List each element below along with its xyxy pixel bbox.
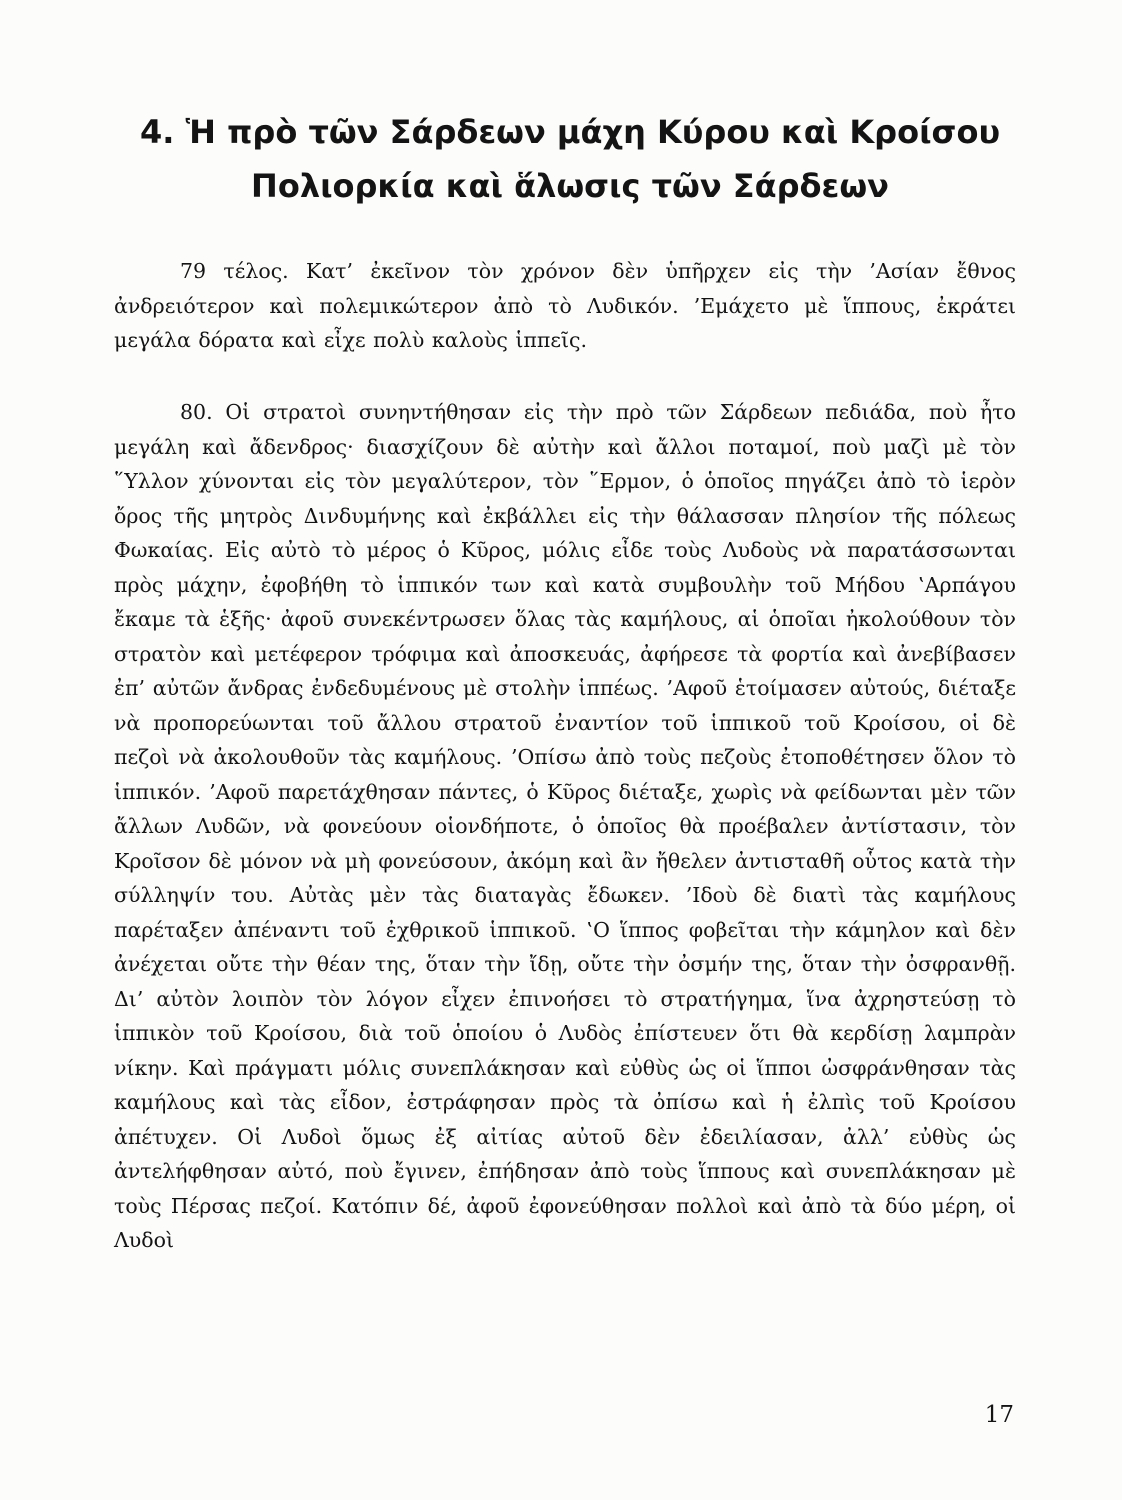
paragraph-79 <box>114 254 1016 358</box>
chapter-title: 4. Ἡ πρὸ τῶν Σάρδεων μάχη Κύρου καὶ Κροίσου <box>139 113 1001 151</box>
paragraph-80 <box>114 395 1016 1258</box>
page-number: 17 <box>984 1402 1014 1428</box>
chapter-subtitle: Πολιορκία καὶ ἅλωσις τῶν Σάρδεων <box>251 167 889 205</box>
paragraph-79-text: 79 τέλος. Κατ’ ἐκεῖνον τὸν χρόνον δὲν ὑπῆρχεν εἰς τὴν ’Ασίαν ἔθνος ἀνδρειότερον καὶ πολεμικώτερον ἀπὸ τὸ Λυδικόν. ’Εμάχετο μὲ ἵππους, ἐκράτει μεγάλα δόρατα καὶ εἶχε πολὺ καλοὺς ἱππεῖς. <box>114 259 1016 352</box>
paragraph-80-text: 80. Οἱ στρατοὶ συνηντήθησαν εἰς τὴν πρὸ τῶν Σάρδεων πεδιάδα, ποὺ ἦτο μεγάλη καὶ ἄδενδρος· διασχίζουν δὲ αὐτὴν καὶ ἄλλοι ποταμοί, ποὺ μαζὶ μὲ τὸν ῞Υλλον χύνονται εἰς τὸν μεγαλύτερον, τὸν ῞Ερμον, ὁ ὁποῖος πηγάζει ἀπὸ τὸ ἱερὸν ὄρος τῆς μητρὸς Δινδυμήνης καὶ ἐκβάλλει εἰς τὴν θάλασσαν πλησίον τῆς πόλεως Φωκαίας. Εἰς αὐτὸ τὸ μέρος ὁ Κῦρος, μόλις εἶδε τοὺς Λυδοὺς νὰ παρατάσσωνται πρὸς μάχην, ἐφοβήθη τὸ ἱππικόν των καὶ κατὰ συμβουλὴν τοῦ Μήδου ‛Αρπάγου ἔκαμε τὰ ἑξῆς· ἀφοῦ συνεκέντρωσεν ὅλας τὰς καμήλους, αἱ ὁποῖαι ἠκολούθουν τὸν στρατὸν καὶ μετέφερον τρόφιμα καὶ ἀποσκευάς, ἀφήρεσε τὰ φορτία καὶ ἀνεβίβασεν ἐπ’ αὐτῶν ἄνδρας ἐνδεδυμένους μὲ στολὴν ἱππέως. ’Αφοῦ ἑτοίμασεν αὐτούς, διέταξε νὰ προπορεύωνται τοῦ ἄλλου στρατοῦ ἐναντίον τοῦ ἱππικοῦ τοῦ Κροίσου, οἱ δὲ πεζοὶ νὰ ἀκολουθοῦν τὰς καμήλους. ’Οπίσω ἀπὸ τοὺς πεζοὺς ἐτοποθέτησεν ὅλον τὸ ἱππικόν. ’Αφοῦ παρετάχθησαν πάντες, ὁ Κῦρος διέταξε, χωρὶς νὰ φείδωνται μὲν τῶν ἄλλων Λυδῶν, νὰ φονεύουν οἱονδήποτε, ὁ ὁποῖος θὰ προέβαλεν ἀντίστασιν, τὸν Κροῖσον δὲ μόνον νὰ μὴ φονεύσουν, ἀκόμη καὶ ἂν ἤθελεν ἀντισταθῆ οὗτος κατὰ τὴν σύλληψίν του. Αὐτὰς μὲν τὰς διαταγὰς ἔδωκεν. ’Ιδοὺ δὲ διατὶ τὰς καμήλους παρέταξεν ἀπέναντι τοῦ ἐχθρικοῦ ἱππικοῦ. ‛Ο ἵππος φοβεῖται τὴν κάμηλον καὶ δὲν ἀνέχεται οὔτε τὴν θέαν της, ὅταν τὴν ἴδῃ, οὔτε τὴν ὀσμήν της, ὅταν τὴν ὀσφρανθῇ. Δι’ αὐτὸν λοιπὸν τὸν λόγον εἶχεν ἐπινοήσει τὸ στρατήγημα, ἵνα ἀχρηστεύσῃ τὸ ἱππικὸν τοῦ Κροίσου, διὰ τοῦ ὁποίου ὁ Λυδὸς ἐπίστευεν ὅτι θὰ κερδίσῃ λαμπρὰν νίκην. Καὶ πράγματι μόλις συνεπλάκησαν καὶ εὐθὺς ὡς οἱ ἵπποι ὠσφράνθησαν τὰς καμήλους καὶ τὰς εἶδον, ἐστράφησαν πρὸς τὰ ὀπίσω καὶ ἡ ἐλπὶς τοῦ Κροίσου ἀπέτυχεν. Οἱ Λυδοὶ ὅμως ἐξ αἰτίας αὐτοῦ δὲν ἐδειλίασαν, ἀλλ’ εὐθὺς ὡς ἀντελήφθησαν αὐτό, ποὺ ἔγινεν, ἐπήδησαν ἀπὸ τοὺς ἵππους καὶ συνεπλάκησαν μὲ τοὺς Πέρσας πεζοί. Κατόπιν δέ, ἀφοῦ ἐφονεύθησαν πολλοὶ καὶ ἀπὸ τὰ δύο μέρη, οἱ Λυδοὶ <box>114 400 1016 1252</box>
